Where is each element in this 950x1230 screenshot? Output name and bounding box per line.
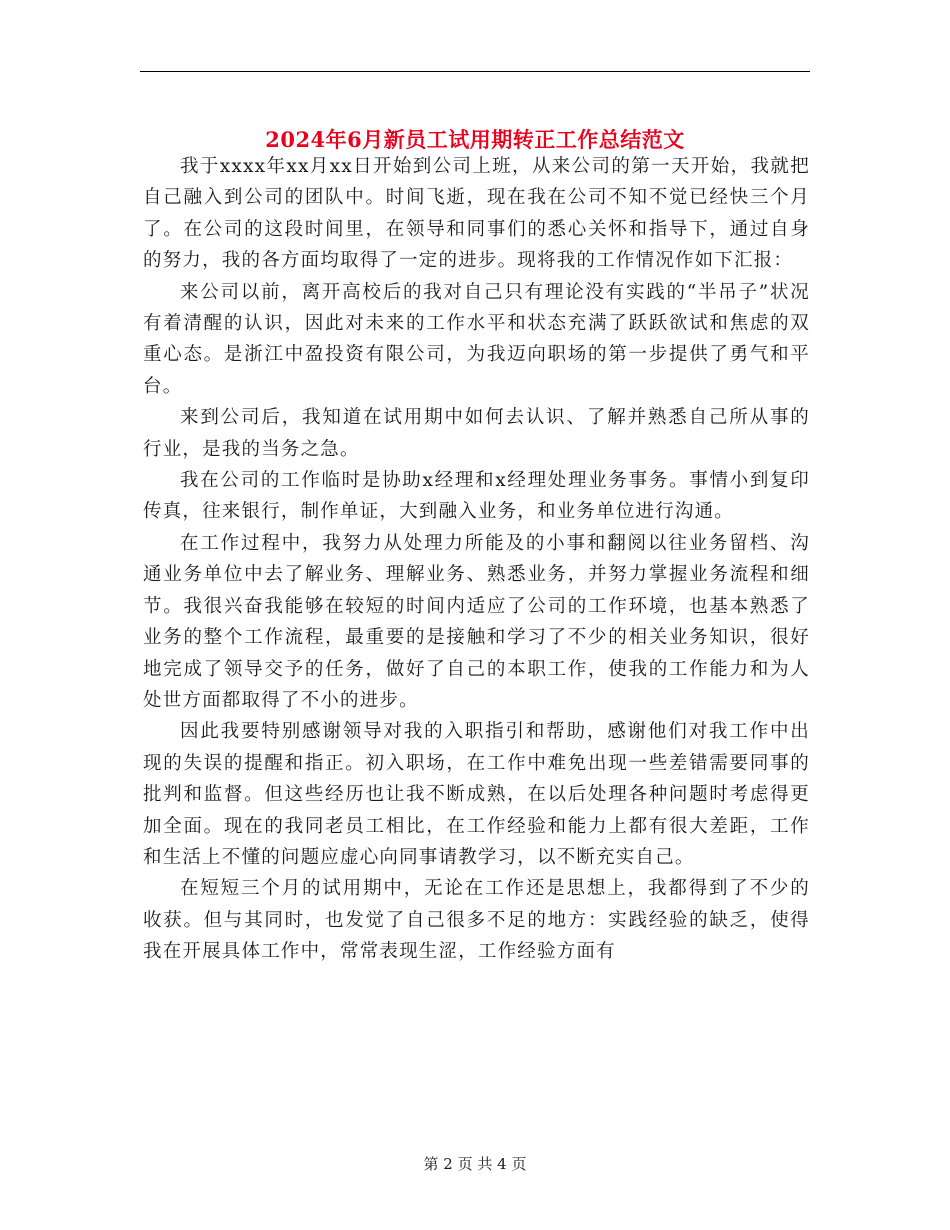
document-body	[143, 151, 810, 968]
page-footer: 第 2 页 共 4 页	[423, 1155, 527, 1173]
document-title: 2024年6月新员工试用期转正工作总结范文	[265, 127, 685, 153]
paragraph-2: 来公司以前，离开高校后的我对自己只有理论没有实践的“半吊子”状况有着清醒的认识，因此对未来的工作水平和状态充满了跃跃欲试和焦虑的双重心态。是浙江中盈投资有限公司，为我迈向职场的第一步提供了勇气和平台。	[143, 281, 810, 397]
paragraph-1: 我于xxxx年xx月xx日开始到公司上班，从来公司的第一天开始，我就把自己融入到公司的团队中。时间飞逝，现在我在公司不知不觉已经快三个月了。在公司的这段时间里，在领导和同事们的悉心关怀和指导下，通过自身的努力，我的各方面均取得了一定的进步。现将我的工作情况作如下汇报：	[143, 156, 810, 272]
paragraph-3: 来到公司后，我知道在试用期中如何去认识、了解并熟悉自己所从事的行业，是我的当务之急。	[143, 407, 810, 460]
paragraph-7: 在短短三个月的试用期中，无论在工作还是思想上，我都得到了不少的收获。但与其同时，也发觉了自己很多不足的地方：实践经验的缺乏，使得我在开展具体工作中，常常表现生涩，工作经验方面有	[143, 878, 810, 963]
header-rule	[140, 71, 810, 72]
paragraph-5: 在工作过程中，我努力从处理力所能及的小事和翻阅以往业务留档、沟通业务单位中去了解业务、理解业务、熟悉业务，并努力掌握业务流程和细节。我很兴奋我能够在较短的时间内适应了公司的工作环境，也基本熟悉了业务的整个工作流程，最重要的是接触和学习了不少的相关业务知识，很好地完成了领导交予的任务，做好了自己的本职工作，使我的工作能力和为人处世方面都取得了不小的进步。	[143, 532, 810, 711]
paragraph-4: 我在公司的工作临时是协助x经理和x经理处理业务事务。事情小到复印传真，往来银行，制作单证，大到融入业务，和业务单位进行沟通。	[143, 470, 810, 523]
paragraph-6: 因此我要特别感谢领导对我的入职指引和帮助，感谢他们对我工作中出现的失误的提醒和指正。初入职场，在工作中难免出现一些差错需要同事的批判和监督。但这些经历也让我不断成熟，在以后处理各种问题时考虑得更加全面。现在的我同老员工相比，在工作经验和能力上都有很大差距，工作和生活上不懂的问题应虚心向同事请教学习，以不断充实自己。	[143, 721, 810, 868]
